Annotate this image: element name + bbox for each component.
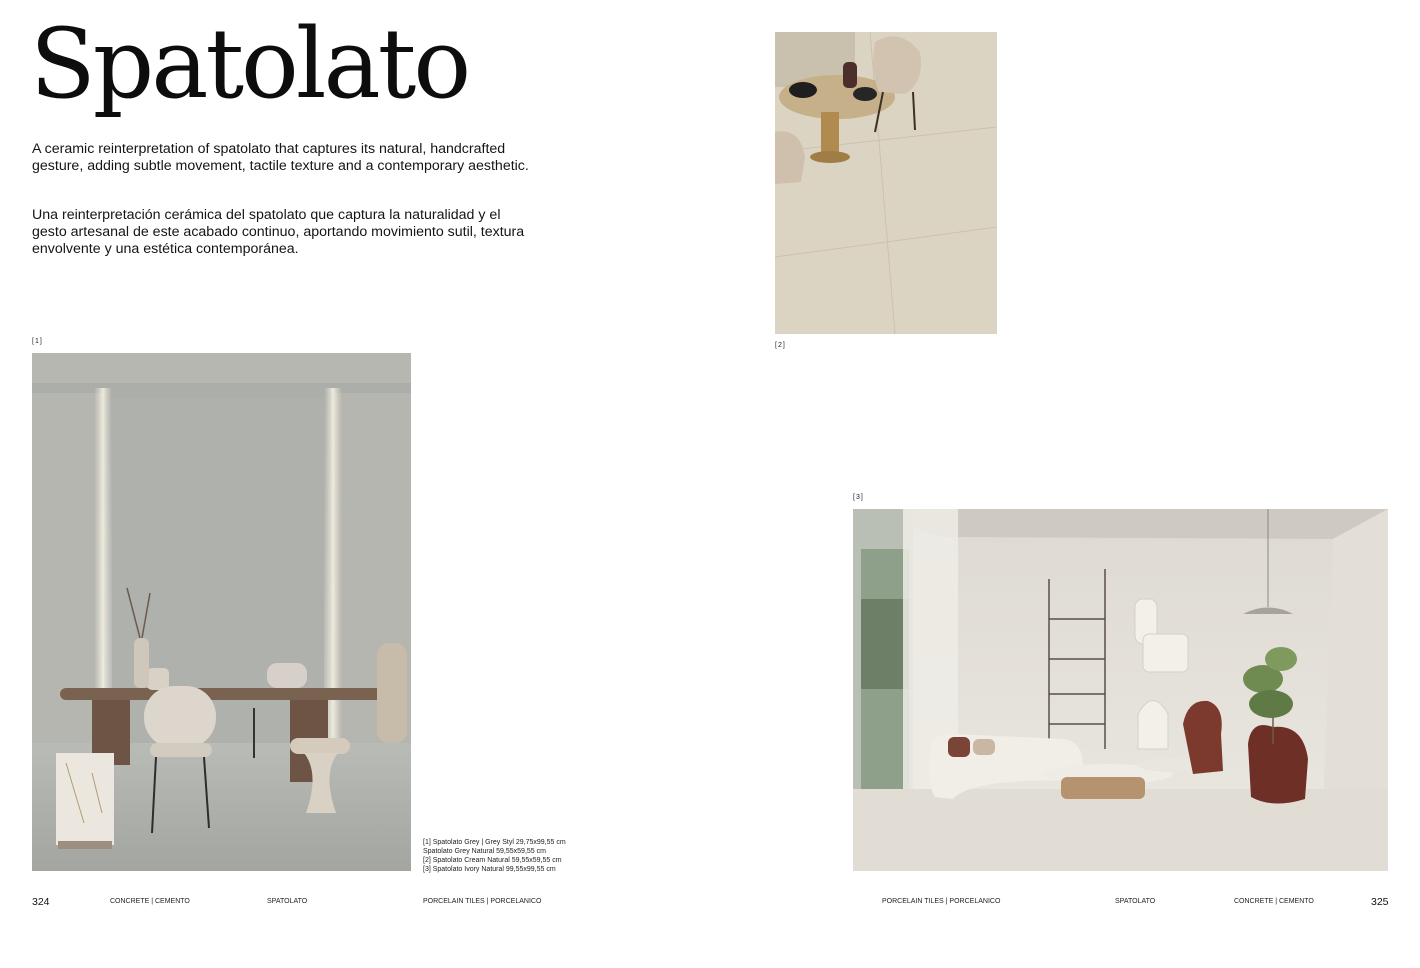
figure-3-label: [3] (853, 494, 864, 501)
intro-spanish: Una reinterpretación cerámica del spatolato que captura la naturalidad y el gesto artesanal de este acabado continuo, aportando movimiento sutil, textura envolvente y una estética contemporánea. (32, 207, 525, 257)
photo-living-room-ivory (853, 509, 1388, 871)
photo-cafe-cream (775, 32, 997, 334)
page-title: Spatolato (30, 8, 469, 120)
footer-series-left: SPATOLATO (267, 898, 308, 905)
figure-1-label: [1] (32, 338, 43, 345)
caption-line: [2] Spatolato Cream Natural 59,55x59,55 cm (423, 857, 562, 864)
footer-section-left: CONCRETE | CEMENTO (110, 898, 190, 905)
photo-dining-room-grey (32, 353, 411, 871)
figure-2-label: [2] (775, 342, 786, 349)
caption-line: Spatolato Grey Natural 59,55x59,55 cm (423, 848, 546, 855)
footer-section-right: CONCRETE | CEMENTO (1234, 898, 1314, 905)
page-number-right: 325 (1371, 896, 1389, 908)
caption-line: [3] Spatolato Ivory Natural 99,55x99,55 cm (423, 866, 556, 873)
caption-line: [1] Spatolato Grey | Grey Styl 29,75x99,55 cm (423, 839, 566, 846)
page-number-left: 324 (32, 896, 50, 908)
image-captions (423, 838, 623, 874)
footer-category-right: PORCELAIN TILES | PORCELANICO (882, 898, 1001, 905)
footer-series-right: SPATOLATO (1115, 898, 1156, 905)
footer-category-left: PORCELAIN TILES | PORCELANICO (423, 898, 542, 905)
intro-english: A ceramic reinterpretation of spatolato that captures its natural, handcrafted gesture, adding subtle movement, tactile texture and a contemporary aesthetic. (32, 141, 529, 174)
